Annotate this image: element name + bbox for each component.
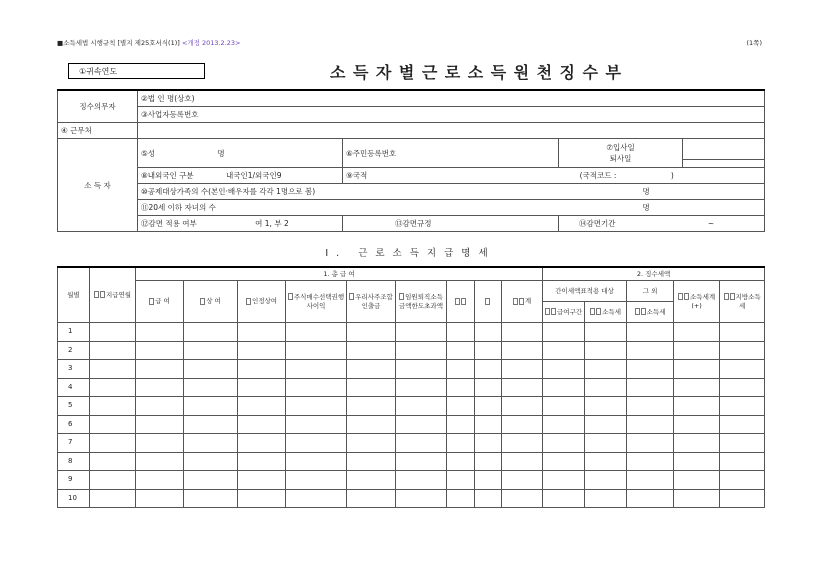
reduction-applied-label: ⑫감면 적용 여부 xyxy=(141,219,197,228)
row-number: 3 xyxy=(58,360,90,379)
blank-header-2 xyxy=(475,281,502,323)
year-box[interactable]: ①귀속연도 xyxy=(68,63,205,79)
table-row xyxy=(58,397,765,416)
table-row xyxy=(58,452,765,471)
resident-no-field[interactable]: ⑥주민등록번호 xyxy=(343,139,559,168)
workplace-field[interactable] xyxy=(138,123,765,139)
row-number: 10 xyxy=(58,489,90,508)
row-number: 2 xyxy=(58,341,90,360)
info-table xyxy=(57,89,765,232)
children-field[interactable] xyxy=(138,200,765,216)
deemed-bonus-header: 인정상여 xyxy=(238,281,286,323)
nationality-field[interactable] xyxy=(343,168,765,184)
section-title: I. 근로소득지급명세 xyxy=(325,248,496,259)
table-row xyxy=(58,415,765,434)
biz-no-field[interactable]: ③사업자등록번호 xyxy=(138,107,765,123)
row-number: 8 xyxy=(58,452,90,471)
nation-code-label: (국적코드 : xyxy=(579,171,617,180)
total-pay-header: 1. 총 급 여 xyxy=(136,267,543,281)
dependents-unit: 명 xyxy=(642,187,650,196)
revision-text: <개정 2013.2.23> xyxy=(181,39,241,47)
pay-month-header: 지급연월 xyxy=(90,267,136,323)
esop-header: 우리사주조합인출금 xyxy=(347,281,396,323)
income-tax-header-2: 소득세 xyxy=(627,302,674,323)
salary-header: 급 여 xyxy=(136,281,184,323)
table-row xyxy=(58,489,765,508)
name-label-2: 명 xyxy=(217,148,225,158)
reduction-period-field[interactable] xyxy=(559,216,765,232)
join-date-label: ⑦입사일 xyxy=(606,143,635,152)
resident-type-field[interactable] xyxy=(138,168,343,184)
table-row xyxy=(58,323,765,342)
workplace-label: ④ 근무처 xyxy=(58,123,138,139)
dependents-label: ⑩공제대상가족의 수(본인·배우자를 각각 1명으로 봄) xyxy=(141,187,316,196)
pay-range-header: 급여구간 xyxy=(543,302,585,323)
page-label: (1쪽) xyxy=(746,39,762,47)
reduction-tilde: ~ xyxy=(707,219,715,228)
table-row xyxy=(58,434,765,453)
reduction-applied-field[interactable] xyxy=(138,216,343,232)
resident-type-label: ⑧내외국인 구분 xyxy=(141,171,194,180)
form-ref-text: ■소득세법 시행규칙 [별지 제25호서식(1)] xyxy=(57,39,180,47)
bonus-header: 상 여 xyxy=(184,281,238,323)
row-number: 6 xyxy=(58,415,90,434)
dependents-field[interactable] xyxy=(138,184,765,200)
table-row xyxy=(58,378,765,397)
other-header: 그 외 xyxy=(627,281,674,302)
name-label: ⑤성 xyxy=(141,148,155,158)
exec-retire-header: 임원퇴직소득금액한도초과액 xyxy=(396,281,447,323)
row-number: 1 xyxy=(58,323,90,342)
stock-option-header: 주식매수선택권행사이익 xyxy=(286,281,347,323)
table-row xyxy=(58,360,765,379)
table-row xyxy=(58,471,765,490)
reduction-options: 여 1, 부 2 xyxy=(255,219,289,228)
reduction-rule-field[interactable]: ⑬감면규정 xyxy=(343,216,559,232)
table-row xyxy=(58,341,765,360)
nationality-label: ⑨국적 xyxy=(346,171,368,180)
row-number: 4 xyxy=(58,378,90,397)
children-unit: 명 xyxy=(642,203,650,212)
month-col-header: 월별 xyxy=(58,267,90,323)
row-number: 9 xyxy=(58,471,90,490)
withholder-section: 징수의무자 xyxy=(58,90,138,123)
dates-field[interactable] xyxy=(683,139,765,168)
income-tax-total-header: 소득세계(+) xyxy=(674,281,720,323)
row-number: 7 xyxy=(58,434,90,453)
sum-header: 계 xyxy=(502,281,543,323)
row-number: 5 xyxy=(58,397,90,416)
reduction-period-label: ⑭감면기간 xyxy=(579,219,616,228)
income-tax-header-1: 소득세 xyxy=(585,302,627,323)
blank-header-1 xyxy=(447,281,475,323)
simple-table-header: 간이세액표적용 대상 xyxy=(543,281,627,302)
name-field[interactable] xyxy=(138,139,343,168)
local-tax-header: 지방소득세 xyxy=(720,281,765,323)
form-reference xyxy=(57,38,240,47)
resident-type-options: 내국인1/외국인9 xyxy=(225,171,282,180)
dates-label xyxy=(559,139,683,168)
payment-table xyxy=(57,266,765,508)
children-label: ⑪20세 이하 자녀의 수 xyxy=(141,203,216,212)
earner-section: 소 득 자 xyxy=(58,139,138,232)
leave-date-label: 퇴사일 xyxy=(609,154,632,163)
nation-code-close: ) xyxy=(670,171,674,180)
form-title: 소득자별근로소득원천징수부 xyxy=(330,63,629,82)
corp-name-field[interactable]: ②법 인 명(상호) xyxy=(138,90,765,107)
tax-col-header: 2. 징수세액 xyxy=(543,267,765,281)
